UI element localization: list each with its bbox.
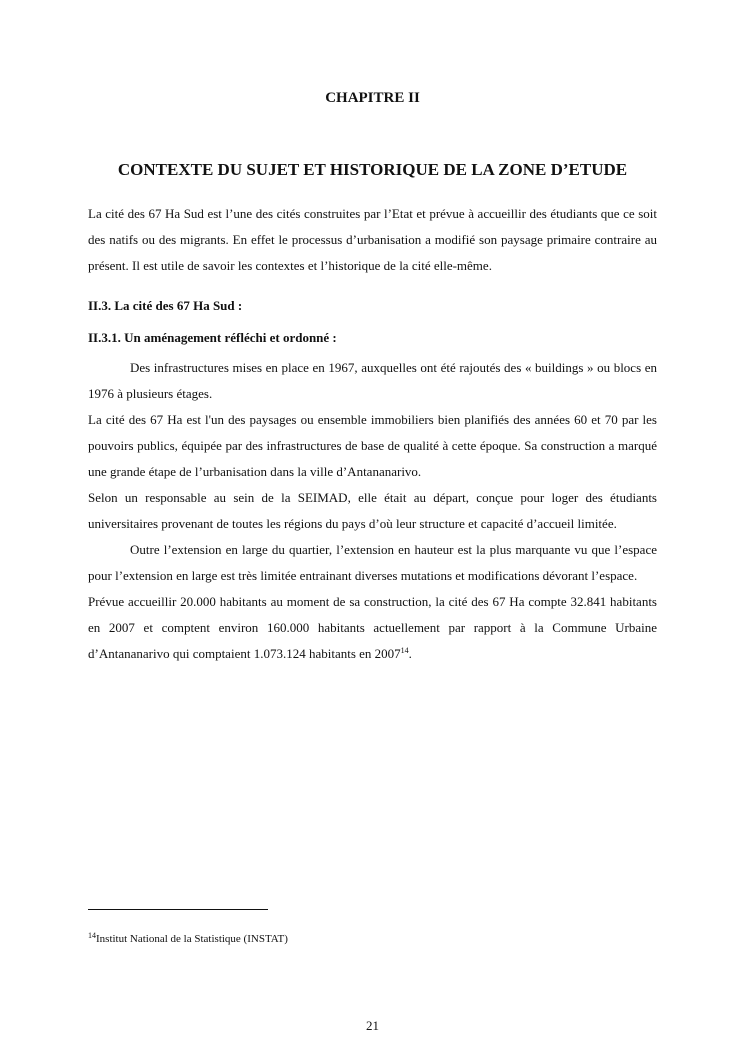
footnote-reference: 14	[400, 646, 409, 655]
footnote	[88, 933, 288, 945]
paragraph-5-text: Prévue accueillir 20.000 habitants au moment de sa construction, la cité des 67 Ha compte 32.841 habitants en 2007 et comptent environ 160.000 habitants actuellement par rapport à la Commune Urbaine d’Antananarivo qui comptaient 1.073.124 habitants en 2007	[88, 594, 657, 661]
body-text	[88, 201, 657, 667]
paragraph-2: La cité des 67 Ha est l'un des paysages ou ensemble immobiliers bien planifiés des années 60 et 70 par les pouvoirs publics, équipée par des infrastructures de base de qualité à cette époque. Sa construction a marqué une grande étape de l’urbanisation dans la ville d’Antananarivo.	[88, 412, 657, 479]
section-heading: II.3. La cité des 67 Ha Sud :	[88, 298, 243, 313]
paragraph-3: Selon un responsable au sein de la SEIMAD, elle était au départ, conçue pour loger des étudiants universitaires provenant de toutes les régions du pays d’où leur structure et capacité d’accueil limitée.	[88, 490, 657, 531]
subsection-heading: II.3.1. Un aménagement réfléchi et ordonné :	[88, 330, 337, 345]
chapter-heading: CHAPITRE II	[325, 90, 420, 106]
footnote-text: Institut National de la Statistique (INSTAT)	[96, 933, 288, 945]
paragraph-1: Des infrastructures mises en place en 1967, auxquelles ont été rajoutés des « buildings » ou blocs en 1976 à plusieurs étages.	[88, 360, 657, 401]
footnote-marker: 14	[88, 931, 96, 940]
paragraph-5	[88, 589, 657, 667]
paragraph-5-end: .	[408, 646, 412, 661]
footnote-separator	[88, 909, 268, 910]
intro-paragraph: La cité des 67 Ha Sud est l’une des cités construites par l’Etat et prévue à accueillir des étudiants que ce soit des natifs ou des migrants. En effet le processus d’urbanisation a modifié son paysage primaire contraire au présent. Il est utile de savoir les contextes et l’historique de la cité elle-même.	[88, 206, 657, 273]
page-number: 21	[366, 1018, 379, 1033]
chapter-title: CONTEXTE DU SUJET ET HISTORIQUE DE LA ZONE D’ETUDE	[117, 160, 628, 179]
paragraph-4: Outre l’extension en large du quartier, l’extension en hauteur est la plus marquante vu que l’espace pour l’extension en large est très limitée entrainant diverses mutations et modifications dévorant l’espace.	[88, 542, 657, 583]
